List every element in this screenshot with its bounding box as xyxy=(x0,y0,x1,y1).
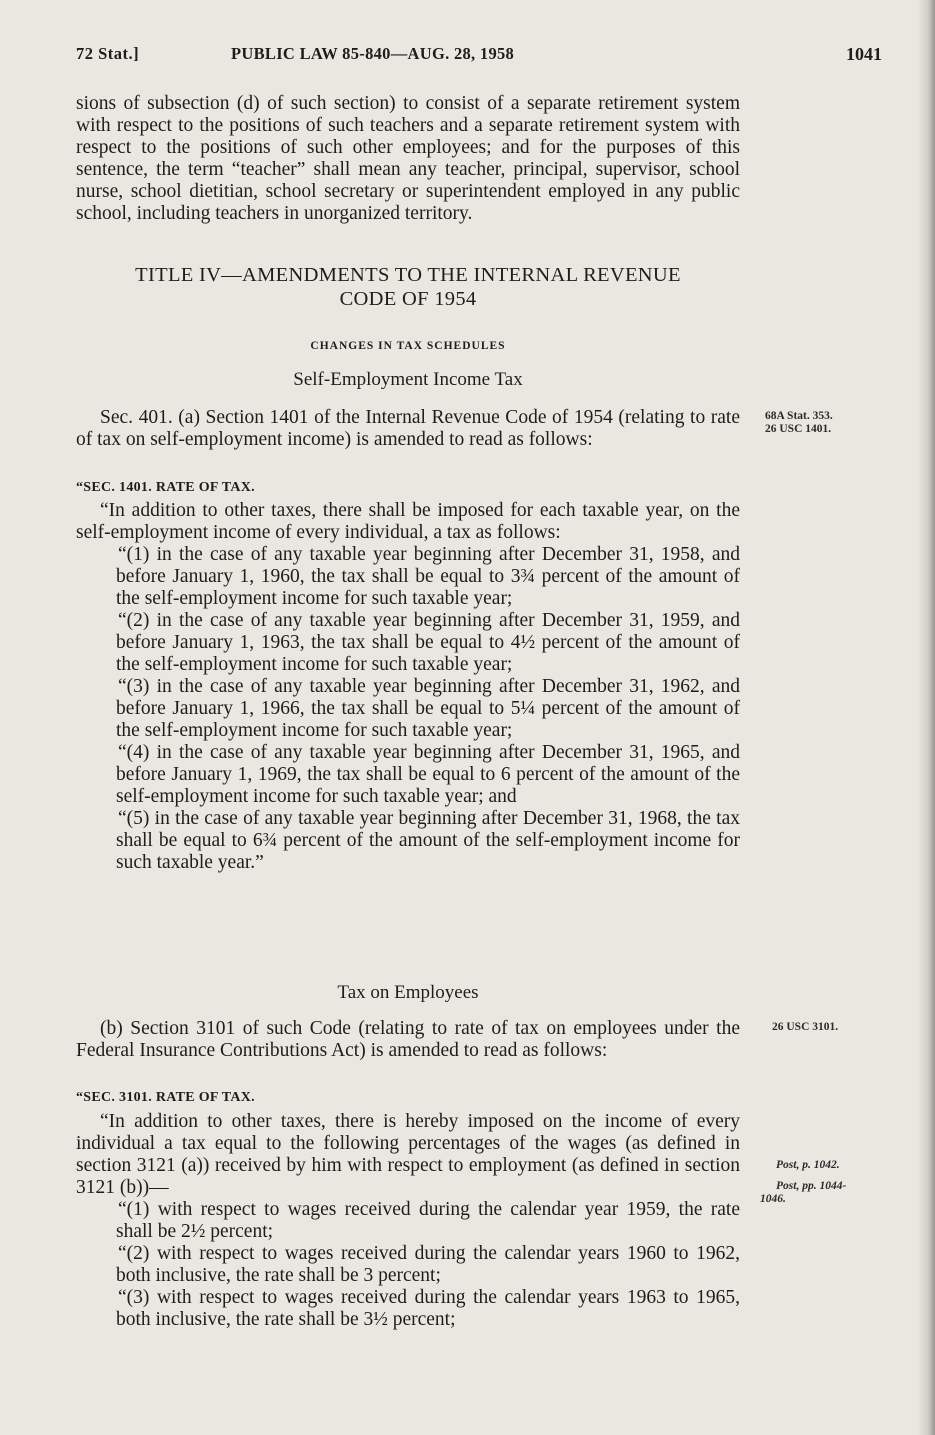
employees-subheading: Tax on Employees xyxy=(337,982,479,1003)
page-edge-shadow xyxy=(917,0,935,1435)
page-number: 1041 xyxy=(846,44,882,64)
sec3101-item-2: “(2) with respect to wages received during the calendar years 1960 to 1962, both inclusive, the rate shall be 3 percent; xyxy=(116,1243,740,1286)
title-line-2: CODE OF 1954 xyxy=(339,288,477,310)
sec401a-paragraph: Sec. 401. (a) Section 1401 of the Internal Revenue Code of 1954 (relating to rate of tax on self-employment income) is amended to read as follows: xyxy=(76,407,740,450)
sec-b-block xyxy=(76,1018,740,1062)
margin-note-usc-3101: 26 USC 3101. xyxy=(772,1021,839,1033)
sec3101-heading: “SEC. 3101. RATE OF TAX. xyxy=(76,1090,255,1105)
title-iv-heading xyxy=(76,263,740,311)
margin-note-stat-ref: 68A Stat. 353. xyxy=(765,410,833,422)
sec1401-item-1: “(1) in the case of any taxable year beginning after December 31, 1958, and before January 1, 1960, the tax shall be equal to 3¾ percent of the amount of the self-employment income for such taxable year; xyxy=(116,544,740,609)
title-line-1: TITLE IV—AMENDMENTS TO THE INTERNAL REVENUE xyxy=(135,264,681,286)
sec3101-item-1: “(1) with respect to wages received during the calendar year 1959, the rate shall be 2½ percent; xyxy=(116,1199,740,1242)
margin-note-post-1042: Post, p. 1042. xyxy=(776,1159,840,1171)
margin-note-sec1401 xyxy=(765,410,890,436)
section-heading: CHANGES IN TAX SCHEDULES xyxy=(310,340,506,352)
sec3101-item-3: “(3) with respect to wages received during the calendar years 1963 to 1965, both inclusive, the rate shall be 3½ percent; xyxy=(116,1287,740,1330)
margin-note-usc-1401: 26 USC 1401. xyxy=(765,423,832,435)
sec401a-block xyxy=(76,407,740,451)
intro-paragraph-block xyxy=(76,93,740,225)
sec1401-item-2: “(2) in the case of any taxable year beginning after December 31, 1959, and before January 1, 1963, the tax shall be equal to 4½ percent of the amount of the self-employment income for such taxable year; xyxy=(116,610,740,675)
sec3101-lead: “In addition to other taxes, there is hereby imposed on the income of every individual a tax equal to the following percentages of the wages (as defined in section 3121 (a)) received by him with respect to employment (as defined in section 3121 (b))— xyxy=(76,1111,740,1198)
sec1401-heading: “SEC. 1401. RATE OF TAX. xyxy=(76,480,255,495)
sec1401-item-5: “(5) in the case of any taxable year beginning after December 31, 1968, the tax shall be equal to 6¾ percent of the amount of the self-employment income for such taxable year.” xyxy=(116,808,740,873)
header-law-title: PUBLIC LAW 85-840—AUG. 28, 1958 xyxy=(231,44,515,63)
self-employment-subheading: Self-Employment Income Tax xyxy=(293,369,523,390)
sec1401-item-3: “(3) in the case of any taxable year beginning after December 31, 1962, and before January 1, 1966, the tax shall be equal to 5¼ percent of the amount of the self-employment income for such taxable year; xyxy=(116,676,740,741)
sec1401-item-4: “(4) in the case of any taxable year beginning after December 31, 1965, and before January 1, 1969, the tax shall be equal to 6 percent of the amount of the self-employment income for such taxable year; and xyxy=(116,742,740,807)
sec1401-lead: “In addition to other taxes, there shall be imposed for each taxable year, on the self-employment income of every individual, a tax as follows: xyxy=(76,500,740,543)
margin-note-post-1044-line1: Post, pp. 1044- xyxy=(776,1180,847,1192)
margin-note-post-1044 xyxy=(760,1180,885,1206)
sec-b-paragraph: (b) Section 3101 of such Code (relating to rate of tax on employees under the Federal Insurance Contributions Act) is amended to read as follows: xyxy=(76,1018,740,1061)
margin-note-post-1044-line2: 1046. xyxy=(760,1193,786,1205)
sec1401-body xyxy=(76,500,740,874)
header-statute-ref: 72 Stat.] xyxy=(76,44,140,63)
sec3101-body xyxy=(76,1111,740,1331)
running-header xyxy=(76,44,882,70)
intro-paragraph: sions of subsection (d) of such section) to consist of a separate retirement system with respect to the positions of such teachers and a separate retirement system with respect to the positions of such other employees; and for the purposes of this sentence, the term “teacher” shall mean any teacher, principal, supervisor, school nurse, school dietitian, school secretary or superintendent employed in any public school, including teachers in unorganized territory. xyxy=(76,93,740,224)
